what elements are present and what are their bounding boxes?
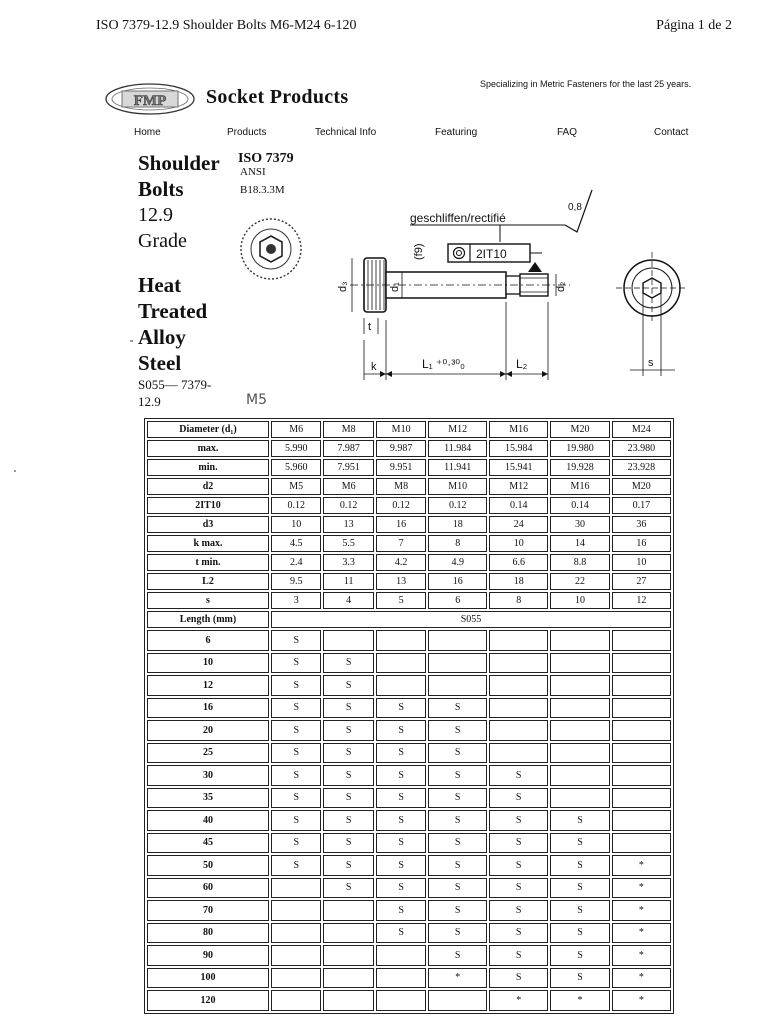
dim-d3: d₃ <box>337 281 349 292</box>
availability-cell: * <box>612 855 671 876</box>
availability-cell <box>612 788 671 809</box>
availability-cell <box>612 833 671 854</box>
product-code-line-2: 12.9 <box>138 394 161 409</box>
size-header-row <box>147 421 671 438</box>
length-row <box>147 855 671 876</box>
availability-cell <box>612 653 671 674</box>
availability-cell <box>376 990 426 1011</box>
availability-cell <box>489 630 548 651</box>
availability-cell <box>550 675 609 696</box>
spec-value-cell: 13 <box>376 573 426 590</box>
spec-value-cell: 5.990 <box>271 440 321 457</box>
length-header: Length (mm) <box>147 611 269 628</box>
availability-cell <box>612 720 671 741</box>
availability-cell: S <box>376 743 426 764</box>
alt-standard-label: ANSI <box>240 166 266 178</box>
availability-cell <box>612 743 671 764</box>
availability-cell: S <box>376 720 426 741</box>
spec-value-cell: 15.984 <box>489 440 548 457</box>
availability-cell: * <box>612 990 671 1011</box>
nav-contact[interactable]: Contact <box>654 127 689 138</box>
availability-cell <box>376 653 426 674</box>
spec-row-label: t min. <box>147 554 269 571</box>
length-value: 6 <box>147 630 269 651</box>
spec-value-cell: 11.984 <box>428 440 487 457</box>
size-cell: M10 <box>376 421 426 438</box>
spec-value-cell: M12 <box>489 478 548 495</box>
spec-value-cell: 11.941 <box>428 459 487 476</box>
spec-value-cell: 8 <box>428 535 487 552</box>
spec-value-cell: M10 <box>428 478 487 495</box>
spec-value-cell: 6.6 <box>489 554 548 571</box>
availability-cell: S <box>271 720 321 741</box>
spec-value-cell: M6 <box>323 478 373 495</box>
availability-cell: S <box>376 765 426 786</box>
spec-value-cell: 19.980 <box>550 440 609 457</box>
availability-cell: S <box>550 810 609 831</box>
availability-cell: S <box>550 968 609 989</box>
dim-k: k <box>371 361 377 373</box>
length-row <box>147 765 671 786</box>
spec-value-cell: 23.928 <box>612 459 671 476</box>
spec-value-cell: 0.12 <box>271 497 321 514</box>
spec-value-cell: 11 <box>323 573 373 590</box>
availability-cell: S <box>376 788 426 809</box>
availability-cell <box>323 990 373 1011</box>
nav-faq[interactable]: FAQ <box>557 127 578 138</box>
availability-cell <box>271 923 321 944</box>
length-row <box>147 923 671 944</box>
length-value: 25 <box>147 743 269 764</box>
spec-row <box>147 478 671 495</box>
availability-cell <box>550 765 609 786</box>
availability-cell <box>550 788 609 809</box>
availability-cell <box>489 720 548 741</box>
grade-line-1: 12.9 <box>138 204 173 226</box>
length-value: 35 <box>147 788 269 809</box>
length-row <box>147 968 671 989</box>
availability-cell: S <box>271 743 321 764</box>
spec-row-label: 2IT10 <box>147 497 269 514</box>
alt-standard-code: B18.3.3M <box>240 184 285 196</box>
availability-cell: S <box>271 788 321 809</box>
availability-cell <box>428 675 487 696</box>
dim-s: s <box>648 357 654 369</box>
grind-note: geschliffen/rectifié <box>410 211 506 225</box>
product-title-line-1: Shoulder <box>138 151 220 175</box>
size-cell: M20 <box>550 421 609 438</box>
nav-products[interactable]: Products <box>227 127 267 138</box>
size-cell: M16 <box>489 421 548 438</box>
availability-cell <box>323 630 373 651</box>
availability-cell <box>489 653 548 674</box>
length-row <box>147 788 671 809</box>
availability-cell: S <box>489 765 548 786</box>
length-row <box>147 990 671 1011</box>
spec-value-cell: 36 <box>612 516 671 533</box>
spec-value-cell: 16 <box>428 573 487 590</box>
length-value: 20 <box>147 720 269 741</box>
spec-value-cell: 27 <box>612 573 671 590</box>
spec-value-cell: 5.5 <box>323 535 373 552</box>
availability-cell: S <box>428 810 487 831</box>
availability-cell: S <box>489 810 548 831</box>
length-value: 30 <box>147 765 269 786</box>
spec-value-cell: 0.17 <box>612 497 671 514</box>
material-line-4: Steel <box>138 351 182 375</box>
length-row <box>147 698 671 719</box>
length-row <box>147 675 671 696</box>
size-cell: M8 <box>323 421 373 438</box>
spec-row-label: k max. <box>147 535 269 552</box>
spec-row-label: max. <box>147 440 269 457</box>
main-nav <box>134 127 704 143</box>
spec-value-cell: 7.987 <box>323 440 373 457</box>
length-value: 12 <box>147 675 269 696</box>
spec-value-cell: 12 <box>612 592 671 609</box>
diameter-header: Diameter (d₁) <box>147 421 269 438</box>
availability-cell: S <box>428 945 487 966</box>
spec-row-label: s <box>147 592 269 609</box>
spec-value-cell: 9.951 <box>376 459 426 476</box>
length-value: 60 <box>147 878 269 899</box>
company-logo[interactable] <box>104 82 196 116</box>
availability-cell: S <box>271 698 321 719</box>
dim-f9: (f9) <box>413 243 425 260</box>
spec-value-cell: 9.987 <box>376 440 426 457</box>
availability-cell <box>612 698 671 719</box>
availability-cell: * <box>612 968 671 989</box>
availability-cell: S <box>489 878 548 899</box>
length-row <box>147 900 671 921</box>
availability-cell <box>323 923 373 944</box>
availability-cell: S <box>550 855 609 876</box>
dim-d2: d₂ <box>555 281 567 292</box>
dim-d1: d₁ <box>389 282 401 292</box>
spec-value-cell: 10 <box>271 516 321 533</box>
spec-value-cell: 6 <box>428 592 487 609</box>
availability-cell: S <box>428 720 487 741</box>
size-cell: M24 <box>612 421 671 438</box>
availability-cell <box>271 945 321 966</box>
handwritten-note: M5 <box>246 392 267 408</box>
spec-row <box>147 535 671 552</box>
spec-value-cell: 0.12 <box>323 497 373 514</box>
spec-value-cell: 2.4 <box>271 554 321 571</box>
availability-cell <box>428 630 487 651</box>
grade-line-2: Grade <box>138 230 187 252</box>
availability-cell: S <box>323 675 373 696</box>
logo-text: FMP <box>133 93 167 109</box>
availability-cell: S <box>376 810 426 831</box>
page-indicator: Página 1 de 2 <box>656 18 732 33</box>
availability-cell: * <box>612 923 671 944</box>
length-value: 120 <box>147 990 269 1011</box>
availability-cell: S <box>489 923 548 944</box>
length-row <box>147 878 671 899</box>
length-value: 40 <box>147 810 269 831</box>
roughness-value: 0,8 <box>568 202 582 213</box>
availability-cell: * <box>612 878 671 899</box>
spec-value-cell: 10 <box>612 554 671 571</box>
spec-value-cell: 3 <box>271 592 321 609</box>
availability-cell <box>550 653 609 674</box>
spec-value-cell: 0.14 <box>550 497 609 514</box>
spec-value-cell: 5 <box>376 592 426 609</box>
length-value: 100 <box>147 968 269 989</box>
spec-value-cell: 18 <box>489 573 548 590</box>
availability-cell <box>271 878 321 899</box>
brand-name: Socket Products <box>206 86 349 108</box>
length-value: 16 <box>147 698 269 719</box>
length-row <box>147 810 671 831</box>
availability-cell: S <box>489 833 548 854</box>
spec-value-cell: 19.928 <box>550 459 609 476</box>
spec-value-cell: 8.8 <box>550 554 609 571</box>
spec-value-cell: 4.9 <box>428 554 487 571</box>
length-row <box>147 833 671 854</box>
spec-value-cell: 4.5 <box>271 535 321 552</box>
availability-cell: S <box>428 855 487 876</box>
spec-value-cell: 3.3 <box>323 554 373 571</box>
availability-cell: S <box>550 945 609 966</box>
quality-seal-icon <box>236 214 306 284</box>
availability-cell: S <box>376 698 426 719</box>
spec-value-cell: 0.12 <box>376 497 426 514</box>
dim-L2: L₂ <box>516 357 528 371</box>
product-code-line-1: S055— 7379- <box>138 377 212 392</box>
nav-technical-info[interactable]: Technical Info <box>315 127 377 138</box>
availability-cell <box>612 765 671 786</box>
spec-table <box>144 418 674 1014</box>
availability-cell: S <box>428 900 487 921</box>
availability-cell: S <box>323 833 373 854</box>
availability-cell: S <box>271 675 321 696</box>
spec-value-cell: 10 <box>550 592 609 609</box>
availability-cell: * <box>612 945 671 966</box>
availability-cell: S <box>428 923 487 944</box>
availability-cell: S <box>376 900 426 921</box>
spec-row-label: d2 <box>147 478 269 495</box>
spec-value-cell: 16 <box>612 535 671 552</box>
availability-cell: S <box>323 720 373 741</box>
spec-value-cell: 0.14 <box>489 497 548 514</box>
availability-cell <box>271 900 321 921</box>
availability-cell <box>323 945 373 966</box>
availability-cell <box>428 990 487 1011</box>
spec-value-cell: 23.980 <box>612 440 671 457</box>
spec-row-label: L2 <box>147 573 269 590</box>
spec-value-cell: M5 <box>271 478 321 495</box>
nav-featuring[interactable]: Featuring <box>435 127 478 138</box>
availability-cell: S <box>323 765 373 786</box>
length-header-row <box>147 611 671 628</box>
availability-cell <box>550 630 609 651</box>
length-value: 70 <box>147 900 269 921</box>
availability-cell: S <box>550 833 609 854</box>
availability-cell: S <box>323 855 373 876</box>
availability-cell: S <box>271 765 321 786</box>
availability-cell <box>376 630 426 651</box>
spec-value-cell: 4 <box>323 592 373 609</box>
series-code: S055 <box>271 611 671 628</box>
material-line-2: Treated <box>138 299 208 323</box>
availability-cell <box>489 698 548 719</box>
scan-speck <box>14 470 16 472</box>
availability-cell: S <box>428 878 487 899</box>
availability-cell <box>550 698 609 719</box>
spec-row-label: d3 <box>147 516 269 533</box>
spec-row <box>147 459 671 476</box>
availability-cell: S <box>271 833 321 854</box>
length-value: 10 <box>147 653 269 674</box>
document-title: ISO 7379-12.9 Shoulder Bolts M6-M24 6-120 <box>96 18 357 33</box>
availability-cell: S <box>428 743 487 764</box>
length-row <box>147 743 671 764</box>
availability-cell: S <box>271 630 321 651</box>
availability-cell: S <box>489 945 548 966</box>
availability-cell: S <box>428 765 487 786</box>
availability-cell: * <box>428 968 487 989</box>
spec-value-cell: M8 <box>376 478 426 495</box>
spec-value-cell: 9.5 <box>271 573 321 590</box>
availability-cell <box>550 743 609 764</box>
spec-value-cell: 10 <box>489 535 548 552</box>
length-value: 45 <box>147 833 269 854</box>
availability-cell <box>323 968 373 989</box>
product-title-line-2: Bolts <box>138 177 184 201</box>
spec-row <box>147 440 671 457</box>
availability-cell: S <box>323 698 373 719</box>
availability-cell: S <box>376 878 426 899</box>
availability-cell <box>271 968 321 989</box>
standard-label: ISO 7379 <box>238 151 294 166</box>
material-line-3: Alloy <box>138 325 186 349</box>
scan-speck <box>130 340 133 342</box>
spec-value-cell: 24 <box>489 516 548 533</box>
spec-row <box>147 516 671 533</box>
spec-value-cell: 18 <box>428 516 487 533</box>
spec-value-cell: 13 <box>323 516 373 533</box>
spec-value-cell: 7 <box>376 535 426 552</box>
availability-cell <box>612 810 671 831</box>
dim-L1: L₁ ⁺⁰·³⁰₀ <box>422 357 465 371</box>
size-cell: M12 <box>428 421 487 438</box>
availability-cell: * <box>550 990 609 1011</box>
availability-cell: S <box>550 878 609 899</box>
spec-value-cell: 22 <box>550 573 609 590</box>
availability-cell <box>612 675 671 696</box>
spec-row <box>147 573 671 590</box>
spec-row <box>147 592 671 609</box>
spec-value-cell: 4.2 <box>376 554 426 571</box>
spec-value-cell: 7.951 <box>323 459 373 476</box>
nav-home[interactable]: Home <box>134 127 161 138</box>
availability-cell: S <box>550 923 609 944</box>
availability-cell <box>376 945 426 966</box>
tagline: Specializing in Metric Fasteners for the last 25 years. <box>480 79 692 89</box>
availability-cell: S <box>323 810 373 831</box>
spec-row-label: min. <box>147 459 269 476</box>
availability-cell: S <box>428 788 487 809</box>
availability-cell: * <box>612 900 671 921</box>
length-row <box>147 630 671 651</box>
availability-cell <box>550 720 609 741</box>
spec-value-cell: 14 <box>550 535 609 552</box>
length-value: 90 <box>147 945 269 966</box>
spec-value-cell: 15.941 <box>489 459 548 476</box>
spec-value-cell: M16 <box>550 478 609 495</box>
length-value: 50 <box>147 855 269 876</box>
availability-cell: S <box>323 788 373 809</box>
availability-cell: S <box>323 743 373 764</box>
availability-cell: S <box>428 698 487 719</box>
spec-value-cell: M20 <box>612 478 671 495</box>
availability-cell: S <box>376 855 426 876</box>
availability-cell: S <box>428 833 487 854</box>
length-row <box>147 945 671 966</box>
bolt-technical-drawing <box>330 180 740 390</box>
availability-cell <box>376 675 426 696</box>
availability-cell: S <box>271 810 321 831</box>
availability-cell: S <box>376 923 426 944</box>
spec-value-cell: 16 <box>376 516 426 533</box>
availability-cell: S <box>271 855 321 876</box>
availability-cell: * <box>489 990 548 1011</box>
length-row <box>147 720 671 741</box>
length-value: 80 <box>147 923 269 944</box>
availability-cell <box>271 990 321 1011</box>
availability-cell <box>612 630 671 651</box>
availability-cell: S <box>489 788 548 809</box>
availability-cell: S <box>489 855 548 876</box>
tolerance-value: 2IT10 <box>476 247 507 261</box>
availability-cell: S <box>489 968 548 989</box>
availability-cell: S <box>489 900 548 921</box>
spec-row <box>147 497 671 514</box>
availability-cell <box>489 675 548 696</box>
spec-value-cell: 5.960 <box>271 459 321 476</box>
dim-t: t <box>368 321 372 333</box>
availability-cell: S <box>550 900 609 921</box>
spec-value-cell: 8 <box>489 592 548 609</box>
availability-cell: S <box>376 833 426 854</box>
size-cell: M6 <box>271 421 321 438</box>
spec-row <box>147 554 671 571</box>
material-line-1: Heat <box>138 273 182 297</box>
availability-cell <box>323 900 373 921</box>
availability-cell <box>428 653 487 674</box>
availability-cell <box>376 968 426 989</box>
availability-cell: S <box>323 653 373 674</box>
spec-value-cell: 0.12 <box>428 497 487 514</box>
availability-cell: S <box>323 878 373 899</box>
availability-cell: S <box>271 653 321 674</box>
length-row <box>147 653 671 674</box>
print-header <box>96 18 732 38</box>
spec-value-cell: 30 <box>550 516 609 533</box>
availability-cell <box>489 743 548 764</box>
